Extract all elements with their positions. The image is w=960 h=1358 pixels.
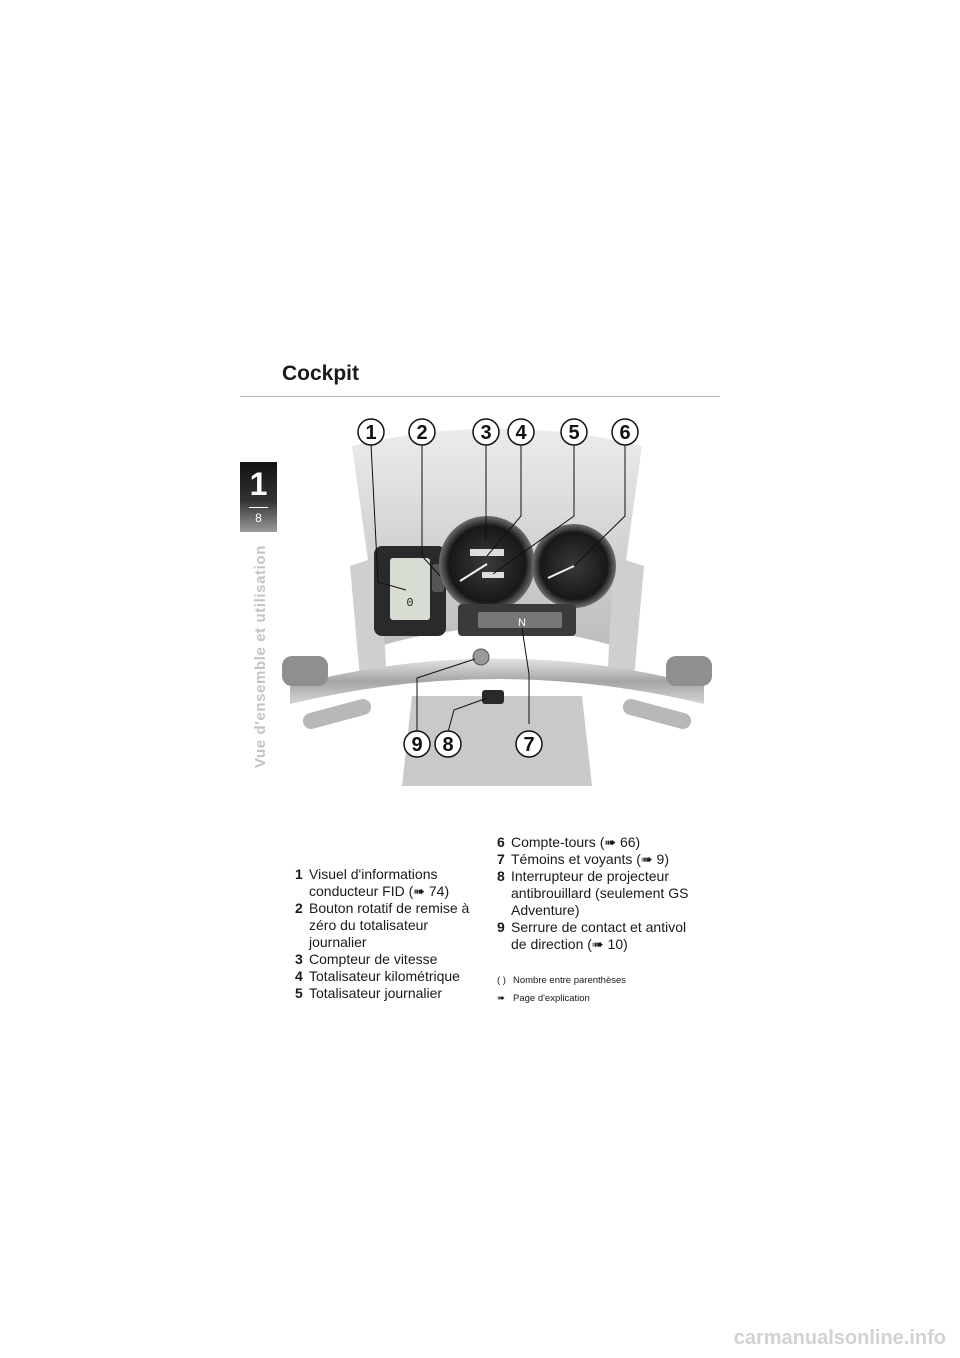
legend-text: Témoins et voyants (➠ 9) <box>511 851 670 867</box>
page-number: 8 <box>255 511 262 525</box>
chapter-divider <box>249 507 268 508</box>
legend-text: Totalisateur kilométrique <box>309 968 460 984</box>
chapter-tab <box>240 462 277 532</box>
legend-left <box>295 866 480 1002</box>
legend-right <box>497 834 697 953</box>
footnotes <box>497 972 626 1008</box>
legend-number: 2 <box>295 900 303 916</box>
neutral-indicator: N <box>518 617 526 629</box>
legend-item <box>295 900 480 951</box>
callout-1: 1 <box>365 422 377 444</box>
fid-digits: 0 <box>406 596 414 610</box>
footer-watermark: carmanualsonline.info <box>733 1327 946 1349</box>
callout-2: 2 <box>416 422 428 444</box>
legend-number: 4 <box>295 968 303 984</box>
fog-light-switch <box>482 690 504 704</box>
legend-number: 1 <box>295 866 303 882</box>
legend-text: Totalisateur journalier <box>309 985 443 1001</box>
chapter-number: 1 <box>249 466 268 502</box>
right-lever <box>621 697 693 731</box>
legend-text: Serrure de contact et antivol de direction (➠ 10) <box>511 919 687 952</box>
legend-text: Compteur de vitesse <box>309 951 438 967</box>
left-lever <box>301 697 373 731</box>
footnote-text: Page d'explication <box>513 993 590 1004</box>
legend-text: Bouton rotatif de remise à zéro du totalisateur journalier <box>309 900 470 950</box>
legend-item <box>295 866 480 900</box>
callout-3: 3 <box>480 422 492 444</box>
odometer-window <box>470 549 504 556</box>
legend-item <box>497 851 697 868</box>
callout-8: 8 <box>442 734 454 756</box>
footnote-text: Nombre entre parenthèses <box>513 975 627 986</box>
callout-7: 7 <box>523 734 535 756</box>
legend-text: Visuel d'informations conducteur FID (➠ 74) <box>309 866 450 899</box>
callout-9: 9 <box>411 734 423 756</box>
left-grip <box>282 656 328 686</box>
callout-5: 5 <box>568 422 580 444</box>
legend-item <box>497 919 697 953</box>
ignition-lock <box>473 649 489 665</box>
footnote <box>497 972 626 990</box>
right-grip <box>666 656 712 686</box>
legend-number: 7 <box>497 851 505 867</box>
arrow-icon: ➠ <box>497 993 505 1004</box>
trip-window <box>482 572 504 578</box>
callout-4: 4 <box>515 422 527 444</box>
legend-number: 9 <box>497 919 505 935</box>
legend-item <box>295 968 480 985</box>
tank-area <box>402 696 592 786</box>
legend-item <box>295 985 480 1002</box>
legend-text: Interrupteur de projecteur antibrouillard (seulement GS Adventure) <box>511 868 689 918</box>
legend-item <box>497 834 697 851</box>
page-title: Cockpit <box>282 362 360 385</box>
legend-item <box>497 868 697 919</box>
legend-number: 6 <box>497 834 505 850</box>
side-label: Vue d'ensemble et utilisation <box>252 545 269 768</box>
footnote <box>497 990 626 1008</box>
legend-number: 5 <box>295 985 303 1001</box>
callout-6: 6 <box>619 422 631 444</box>
legend-number: 3 <box>295 951 303 967</box>
legend-number: 8 <box>497 868 505 884</box>
legend-text: Compte-tours (➠ 66) <box>511 834 641 850</box>
title-rule <box>240 396 720 397</box>
cockpit-figure <box>282 406 712 786</box>
fid-screen <box>390 558 430 620</box>
footnote-symbol: ( ) <box>497 975 506 986</box>
legend-item <box>295 951 480 968</box>
